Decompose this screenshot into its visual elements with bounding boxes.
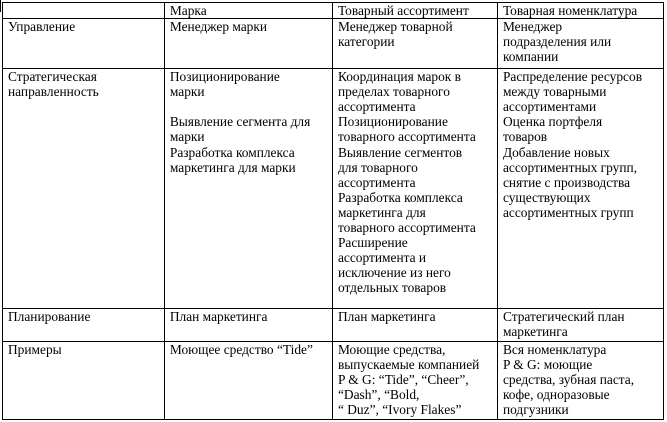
header-row bbox=[3, 3, 664, 19]
header-cell-brand: Марка bbox=[164, 3, 332, 19]
row-label-management: Управление bbox=[3, 19, 165, 69]
cell-management-nomenclature: Менеджер подразделения или компании bbox=[497, 19, 663, 69]
cell-examples-assortment: Моющие средства, выпускаемые компанией P & G: “Tide”, “Cheer”, “Dash”, “Bold, “ Duz”, “Ivory Flakes” bbox=[332, 342, 497, 420]
cell-management-assortment: Менеджер товарной категории bbox=[332, 19, 497, 69]
row-label-planning: Планирование bbox=[3, 309, 165, 342]
header-cell-nomenclature: Товарная номенклатура bbox=[497, 3, 663, 19]
cell-planning-assortment: План маркетинга bbox=[332, 309, 497, 342]
cell-management-brand: Менеджер марки bbox=[164, 19, 332, 69]
cell-strategy-brand: Позиционирование марки Выявление сегмента для марки Разработка комплекса маркетинга для марки bbox=[164, 69, 332, 309]
table-row-examples bbox=[3, 342, 664, 420]
cell-examples-nomenclature: Вся номенклатура P & G: моющие средства, зубная паста, кофе, одноразовые подгузники bbox=[497, 342, 663, 420]
cell-planning-brand: План маркетинга bbox=[164, 309, 332, 342]
header-cell-empty bbox=[3, 3, 165, 19]
row-label-examples: Примеры bbox=[3, 342, 165, 420]
header-cell-assortment: Товарный ассортимент bbox=[332, 3, 497, 19]
table-row-management bbox=[3, 19, 664, 69]
cell-strategy-assortment: Координация марок в пределах товарного ассортимента Позиционирование товарного ассортимента Выявление сегментов для товарного ассортимента Разработка комплекса маркетинга для товарного ассортимента Расширение ассортимента и исключение из него отдельных товаров bbox=[332, 69, 497, 309]
table-row-strategy bbox=[3, 69, 664, 309]
cell-planning-nomenclature: Стратегический план маркетинга bbox=[497, 309, 663, 342]
comparison-table bbox=[2, 2, 664, 420]
row-label-strategy: Стратегическая направленность bbox=[3, 69, 165, 309]
table-row-planning bbox=[3, 309, 664, 342]
cell-examples-brand: Моющее средство “Tide” bbox=[164, 342, 332, 420]
cell-strategy-nomenclature: Распределение ресурсов между товарными ассортиментами Оценка портфеля товаров Добавление новых ассортиментных групп, снятие с производства существующих ассортиментных групп bbox=[497, 69, 663, 309]
